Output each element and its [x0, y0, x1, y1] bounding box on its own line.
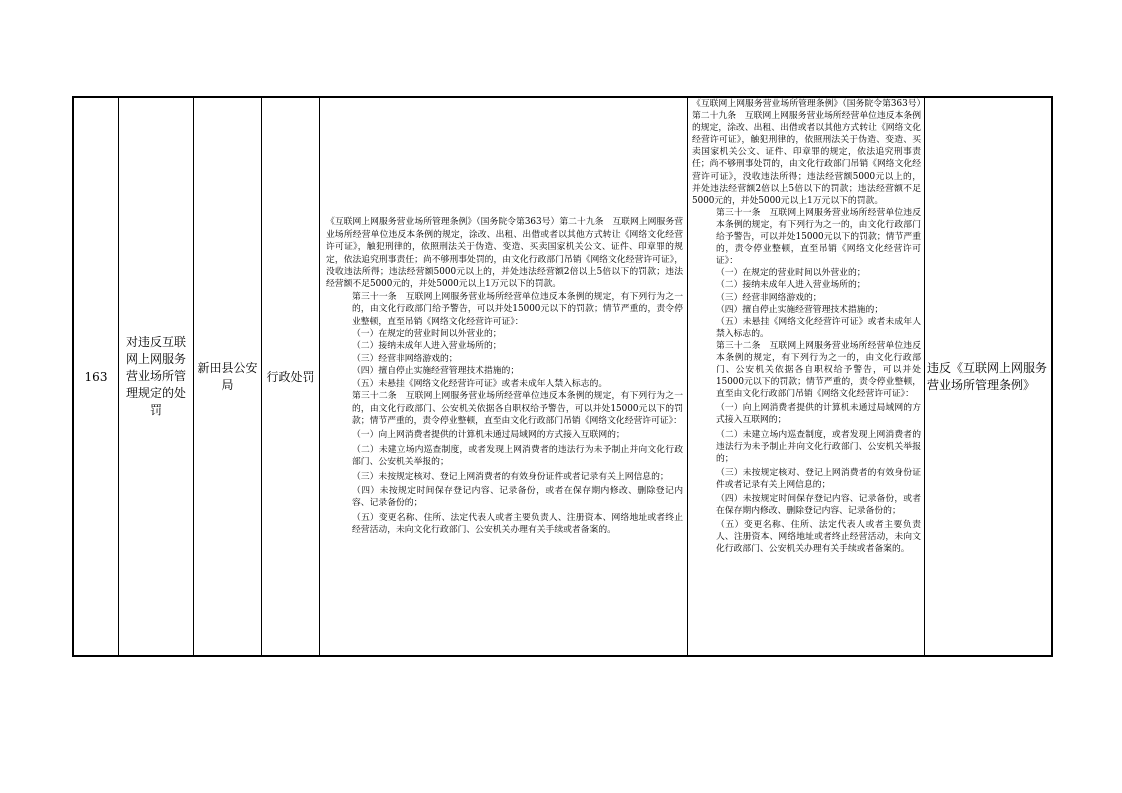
department-cell: 新田县公安局: [194, 97, 262, 656]
basis-item: （三）未按规定核对、登记上网消费者的有效身份证件或者记录有关上网信息的；: [352, 471, 669, 482]
basis-item: （一）向上网消费者提供的计算机未通过局域网的方式接入互联网的；: [716, 403, 921, 426]
power-list-table: [72, 96, 1053, 657]
basis-item: （二）接纳未成年人进入营业场所的；: [352, 341, 502, 352]
basis-item: （三）未按规定核对、登记上网消费者的有效身份证件或者记录有关上网信息的；: [716, 467, 921, 490]
basis-item: （四）擅自停止实施经营管理技术措施的；: [716, 304, 884, 315]
basis-item: （二）未建立场内巡查制度，或者发现上网消费者的违法行为未予制止并向文化行政部门、公安机关举报的；: [352, 444, 683, 468]
basis-item: （五）未悬挂《网络文化经营许可证》或者未成年人禁入标志的。: [352, 378, 608, 389]
item-name-cell: 对违反互联网上网服务营业场所管理规定的处罚: [119, 97, 194, 656]
basis-item: （一）向上网消费者提供的计算机未通过局域网的方式接入互联网的；: [352, 430, 625, 441]
basis-item: （二）接纳未成年人进入营业场所的；: [716, 280, 866, 291]
basis-article-31: 第三十一条 互联网上网服务营业场所经营单位违反本条例的规定，有下列行为之一的，由文化行政部门给予警告，可以并处15000元以下的罚款；情节严重的，责令停业整顿，直至吊销《网络文化经营许可证》：: [352, 291, 683, 327]
basis-item: （五）未悬挂《网络文化经营许可证》或者未成年人禁入标志的。: [716, 316, 921, 339]
basis-item: （一）在规定的营业时间以外营业的；: [716, 268, 866, 279]
violation-condition-text: 违反《互联网上网服务营业场所管理条例》: [927, 360, 1048, 392]
basis-item: （五）变更名称、住所、法定代表人或者主要负责人、注册资本、网络地址或者终止经营活动，未向文化行政部门、公安机关办理有关手续或者备案的。: [352, 512, 683, 536]
row-number-cell: 163: [73, 97, 119, 656]
basis-item: （三）经营非网络游戏的；: [352, 353, 458, 364]
basis-article-32: 第三十二条 互联网上网服务营业场所经营单位违反本条例的规定，有下列行为之一的，由文化行政部门、公安机关依据各自职权给予警告，可以并处15000元以下的罚款；情节严重的，责令停业整顿，直至由文化行政部门吊销《网络文化经营许可证》：: [716, 340, 921, 400]
basis-article-31: 第三十一条 互联网上网服务营业场所经营单位违反本条例的规定，有下列行为之一的，由文化行政部门给予警告，可以并处15000元以下的罚款；情节严重的，责令停业整顿，直至吊销《网络文化经营许可证》：: [716, 207, 921, 267]
basis-item: （一）在规定的营业时间以外营业的；: [352, 329, 502, 340]
basis-item: （四）未按规定时间保存登记内容、记录备份，或者在保存期内修改、删除登记内容、记录备份的；: [352, 485, 683, 509]
basis-item: （二）未建立场内巡查制度，或者发现上网消费者的违法行为未予制止并向文化行政部门、公安机关举报的；: [716, 429, 921, 464]
basis-article-29: 《互联网上网服务营业场所管理条例》（国务院令第363号）第二十九条 互联网上网服务营业场所经营单位违反本条例的规定，涂改、出租、出借或者以其他方式转让《网络文化经营许可证》，触犯刑律的，依照刑法关于伪造、变造、买卖国家机关公文、证件、印章罪的规定，依法追究刑事责任；尚不够刑事处罚的，由文化行政部门吊销《网络文化经营许可证》，没收违法所得；违法经营额5000元以上的，并处违法经营额2倍以上5倍以下的罚款；违法经营额不足5000元的，并处5000元以上1万元以下的罚款。: [692, 99, 921, 206]
legal-basis-cell: [320, 97, 688, 656]
violation-condition-cell: [925, 97, 1053, 656]
basis-article-32: 第三十二条 互联网上网服务营业场所经营单位违反本条例的规定，有下列行为之一的，由文化行政部门、公安机关依据各自职权给予警告，可以并处15000元以下的罚款；情节严重的，责令停业整顿，直至由文化行政部门吊销《网络文化经营许可证》：: [352, 391, 683, 426]
basis-item: （四）未按规定时间保存登记内容、记录备份，或者在保存期内修改、删除登记内容、记录备份的；: [716, 494, 921, 517]
basis-article-29: 《互联网上网服务营业场所管理条例》（国务院令第363号）第二十九条 互联网上网服务营业场所经营单位违反本条例的规定，涂改、出租、出借或者以其他方式转让《网络文化经营许可证》，触犯刑律的，依照刑法关于伪造、变造、买卖国家机关公文、证件、印章罪的规定，依法追究刑事责任；尚不够刑事处罚的，由文化行政部门吊销《网络文化经营许可证》，没收违法所得；违法经营额5000元以上的，并处违法经营额2倍以上5倍以下的罚款；违法经营额不足5000元的，并处5000元以上1万元以下的罚款。: [326, 217, 683, 290]
table-row: [73, 97, 1052, 656]
power-type-cell: 行政处罚: [262, 97, 320, 656]
basis-item: （三）经营非网络游戏的；: [716, 292, 822, 303]
basis-item: （四）擅自停止实施经营管理技术措施的；: [352, 366, 520, 377]
basis-item: （五）变更名称、住所、法定代表人或者主要负责人、注册资本、网络地址或者终止经营活动，未向文化行政部门、公安机关办理有关手续或者备案的。: [716, 520, 921, 555]
legal-basis-detail-cell: [688, 97, 925, 656]
